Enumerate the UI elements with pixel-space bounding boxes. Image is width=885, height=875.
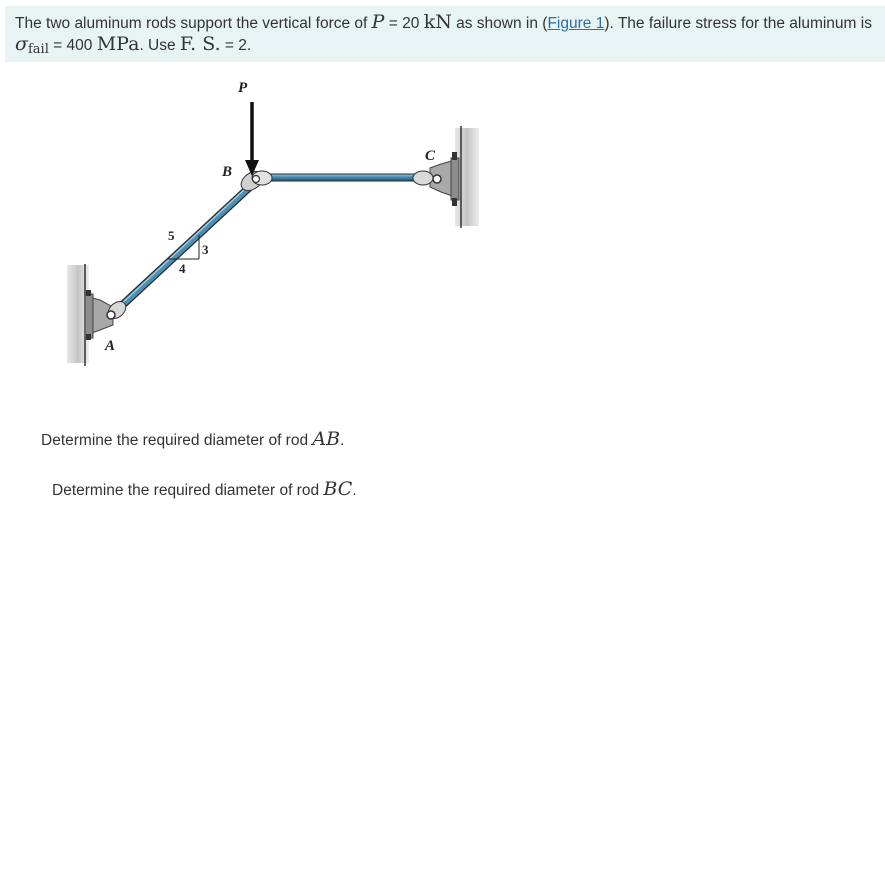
- intro-text: as shown in (: [451, 15, 548, 32]
- force-unit: kN: [423, 11, 452, 33]
- sigma-subscript: fail: [27, 42, 49, 57]
- part-a-text: Determine the required diameter of rod: [41, 432, 313, 449]
- intro-text: . Use: [139, 37, 180, 54]
- slope-rise-label: 3: [202, 242, 209, 257]
- stress-unit: MPa: [96, 33, 140, 55]
- slope-hypotenuse-label: 5: [168, 228, 175, 243]
- figure-1: [55, 72, 495, 372]
- bracket-a: [85, 290, 129, 340]
- rod-ab: [117, 183, 253, 311]
- part-a-question: [41, 428, 344, 450]
- bracket-c: [413, 152, 459, 206]
- intro-text: ). The failure stress for the aluminum is: [604, 15, 872, 32]
- part-b-rod: BC: [323, 478, 353, 500]
- part-a-period: .: [340, 432, 345, 449]
- label-c: C: [425, 148, 436, 164]
- figure-link[interactable]: Figure 1: [547, 15, 605, 32]
- intro-text: = 400: [48, 37, 97, 54]
- intro-text: = 20: [384, 15, 424, 32]
- part-b-question: [52, 478, 357, 500]
- part-b-text: Determine the required diameter of rod: [52, 482, 324, 499]
- factor-of-safety-symbol: F. S.: [179, 33, 221, 55]
- intro-text: = 2.: [220, 37, 252, 54]
- rod-bc: [260, 174, 430, 181]
- problem-statement: [5, 6, 885, 62]
- label-p: P: [238, 80, 248, 96]
- force-arrow-p: [245, 102, 259, 176]
- part-a-rod: AB: [312, 428, 341, 450]
- label-b: B: [222, 164, 233, 180]
- part-b-period: .: [352, 482, 357, 499]
- sigma-symbol: σ: [15, 33, 28, 55]
- slope-run-label: 4: [179, 261, 186, 276]
- intro-text: The two aluminum rods support the vertical force of: [15, 15, 372, 32]
- force-symbol: P: [371, 11, 385, 33]
- label-a: A: [105, 338, 116, 354]
